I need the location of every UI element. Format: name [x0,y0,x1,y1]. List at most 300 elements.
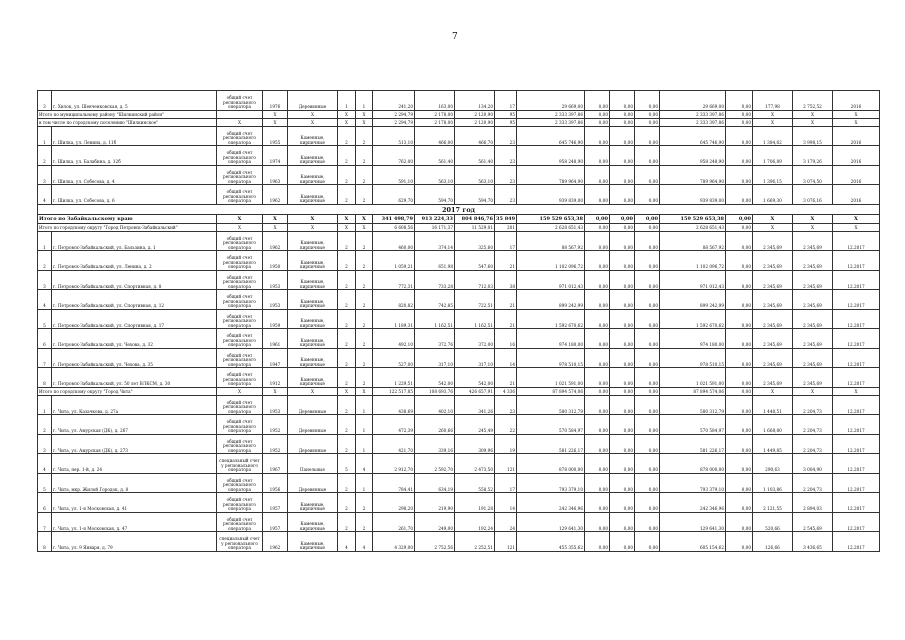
table-row [38,415,880,435]
entrances-cell: X [356,214,373,223]
unit-cell: X [753,223,793,231]
fund-method-cell: общий счет регионального оператора [217,251,263,271]
f2-cell: 0,00 [610,290,635,310]
fund-method-cell: общий счет регионального оператора [217,512,263,532]
table-row [38,251,880,271]
capital-repair-table [37,90,880,552]
group-label: в том числе по городскому поселению "Шилкинское" [38,118,217,126]
f5-cell: 0,00 [726,110,753,118]
area-cell: 341 498,79 [373,214,415,223]
wall-material-cell: Деревянные [288,415,338,435]
floors-cell: 2 [338,434,356,454]
floors-cell: 2 [338,231,356,251]
fund-method-cell: специальный счет у регионального оператора [217,532,263,552]
area3-cell: 2 252,51 [455,532,495,552]
address-cell: г. Петровск-Забайкальский, ул. Спортивная, д. 12 [52,290,217,310]
floors-cell: 4 [338,532,356,552]
f2-cell: 0,00 [610,91,635,111]
end-cell: X [833,110,880,118]
floors-cell: 2 [338,473,356,493]
entrances-cell: 1 [356,434,373,454]
f3-cell: 0,00 [635,223,660,231]
build-year-cell: 1962 [263,532,288,552]
f1-cell: 0,00 [585,387,610,395]
people-cell: 121 [495,454,517,474]
f3-cell: 0,00 [635,395,660,415]
f4-cell: 1 592 670,62 [660,309,726,329]
f5-cell: 0,00 [726,434,753,454]
f5-cell: 0,00 [726,368,753,388]
entrances-cell: 2 [356,270,373,290]
build-year-cell: 1912 [263,368,288,388]
fund-method-cell: общий счет регионального оператора [217,473,263,493]
area2-cell: 742,85 [415,290,455,310]
fund-method-cell: общий счет регионального оператора [217,395,263,415]
wall-material-cell: Каменные, кирпичные [288,290,338,310]
end-cell: 12.2017 [833,290,880,310]
fund-method-cell: общий счет регионального оператора [217,493,263,513]
row-number: 7 [38,512,52,532]
area2-cell: 16 171,37 [415,223,455,231]
area3-cell: 558,52 [455,473,495,493]
f3-cell: 0,00 [635,454,660,474]
area3-cell: 712,03 [455,270,495,290]
lim-cell: 2 204,73 [793,415,833,435]
wall-material-cell: Каменные, кирпичные [288,493,338,513]
area2-cell: 317,10 [415,348,455,368]
address-cell: г. Чита, ул. Амурская (ДК), д. 267 [52,415,217,435]
area2-cell: 108 693,76 [415,387,455,395]
cost-cell: 29 669,00 [517,91,585,111]
cost-cell: 580 312,79 [517,395,585,415]
entrances-cell: 2 [356,368,373,388]
area-cell: 527,00 [373,348,415,368]
f5-cell: 0,00 [726,231,753,251]
f4-cell: 878 000,00 [660,454,726,474]
people-cell: 23 [495,395,517,415]
f1-cell: 0,00 [585,270,610,290]
entrances-cell: 1 [356,473,373,493]
total-row [38,214,880,223]
f1-cell: 0,00 [585,185,610,205]
f2-cell: 0,00 [610,434,635,454]
row-number: 5 [38,473,52,493]
area-cell: 492,10 [373,329,415,349]
fund-method-cell: X [217,387,263,395]
wall-material-cell: Каменные, кирпичные [288,251,338,271]
wall-material-cell: Панельные [288,454,338,474]
people-cell: 23 [495,185,517,205]
entrances-cell: X [356,387,373,395]
area2-cell: 2 752,56 [415,532,455,552]
f3-cell: 0,00 [635,270,660,290]
cost-cell: 87 894 574,06 [517,387,585,395]
f3-cell: 0,00 [635,146,660,166]
f3-cell: 0,00 [635,126,660,146]
f3-cell: 0,00 [635,309,660,329]
fund-method-cell: общий счет регионального оператора [217,329,263,349]
group-total-row [38,223,880,231]
wall-material-cell: Каменные, кирпичные [288,532,338,552]
build-year-cell: 1974 [263,146,288,166]
cost-cell: 878 000,00 [517,454,585,474]
f4-cell: 159 529 653,38 [660,214,726,223]
address-cell: г. Чита, пер. 1-й, д. 24 [52,454,217,474]
f3-cell: 0,00 [635,214,660,223]
group-total-row [38,387,880,395]
build-year-cell: 1957 [263,493,288,513]
f5-cell: 0,00 [726,185,753,205]
people-cell: 16 [495,329,517,349]
f2-cell: 0,00 [610,348,635,368]
row-number: 1 [38,231,52,251]
unit-cell: 290,63 [753,454,793,474]
lim-cell: 2 345,69 [793,231,833,251]
unit-cell: X [753,110,793,118]
cost-cell: 974 180,00 [517,329,585,349]
build-year-cell: 1957 [263,512,288,532]
fund-method-cell: общий счет регионального оператора [217,185,263,205]
end-cell: 12.2017 [833,348,880,368]
lim-cell: 3 436,65 [793,532,833,552]
area2-cell: 2 592,70 [415,454,455,474]
table-row [38,395,880,415]
lim-cell: 2 752,52 [793,91,833,111]
area3-cell: 245,49 [455,415,495,435]
cost-cell: 2 333 397,86 [517,118,585,126]
f1-cell: 0,00 [585,91,610,111]
f1-cell: 0,00 [585,329,610,349]
lim-cell: X [793,223,833,231]
wall-material-cell: Каменные, кирпичные [288,270,338,290]
people-cell: 19 [495,434,517,454]
f3-cell: 0,00 [635,368,660,388]
cost-cell: 899 242,99 [517,290,585,310]
area3-cell: 561,40 [455,146,495,166]
address-cell: г. Шилка, ул. Ленина, д. 11б [52,126,217,146]
f1-cell: 0,00 [585,251,610,271]
entrances-cell: 2 [356,348,373,368]
f2-cell: 0,00 [610,231,635,251]
area-cell: 629,70 [373,185,415,205]
f4-cell: 958 248,90 [660,146,726,166]
lim-cell: 2 204,73 [793,434,833,454]
unit-cell: 2 121,55 [753,493,793,513]
build-year-cell: 1947 [263,348,288,368]
floors-cell: 2 [338,146,356,166]
area2-cell: 563,10 [415,165,455,185]
cost-cell: 1 592 670,62 [517,309,585,329]
end-cell: 2016 [833,126,880,146]
area2-cell: 466,00 [415,126,455,146]
f2-cell: 0,00 [610,146,635,166]
end-cell: X [833,118,880,126]
f5-cell: 0,00 [726,348,753,368]
f3-cell: 0,00 [635,231,660,251]
cost-cell: 129 641,30 [517,512,585,532]
unit-cell: 1 669,30 [753,185,793,205]
address-cell: г. Петровск-Забайкальский, ул. Бальзина, д. 1 [52,231,217,251]
fund-method-cell: общий счет регионального оператора [217,415,263,435]
group-total-row [38,118,880,126]
area-cell: 4 329,00 [373,532,415,552]
area2-cell: 219,90 [415,493,455,513]
f1-cell: 0,00 [585,214,610,223]
wall-material-cell: Деревянные [288,473,338,493]
f4-cell: 605 154,62 [660,532,726,552]
entrances-cell: 2 [356,512,373,532]
f4-cell: 899 242,99 [660,290,726,310]
f2-cell: 0,00 [610,473,635,493]
end-cell: X [833,223,880,231]
cost-cell: 1 102 096,72 [517,251,585,271]
build-year-cell: 1963 [263,165,288,185]
f5-cell: 0,00 [726,329,753,349]
f4-cell: 1 102 096,72 [660,251,726,271]
build-year-cell: 1962 [263,185,288,205]
floors-cell: 2 [338,415,356,435]
unit-cell: 2 345,69 [753,309,793,329]
people-cell: 17 [495,473,517,493]
f4-cell: 789 964,90 [660,165,726,185]
floors-cell: 2 [338,251,356,271]
people-cell: 14 [495,493,517,513]
end-cell: 2016 [833,185,880,205]
area-cell: 2 294,79 [373,118,415,126]
floors-cell: X [338,223,356,231]
f1-cell: 0,00 [585,146,610,166]
f4-cell: 1 021 591,00 [660,368,726,388]
unit-cell: 2 345,69 [753,251,793,271]
wall-material-cell: X [288,387,338,395]
area3-cell: 309,96 [455,434,495,454]
f3-cell: 0,00 [635,251,660,271]
f1-cell: 0,00 [585,126,610,146]
row-number: 2 [38,251,52,271]
build-year-cell: 1953 [263,395,288,415]
floors-cell: 2 [338,368,356,388]
f4-cell: 580 312,79 [660,395,726,415]
group-total-row [38,110,880,118]
fund-method-cell: общий счет регионального оператора [217,165,263,185]
f1-cell: 0,00 [585,415,610,435]
floors-cell: 2 [338,329,356,349]
end-cell: 12.2017 [833,454,880,474]
f2-cell: 0,00 [610,512,635,532]
row-number: 2 [38,146,52,166]
f5-cell: 0,00 [726,270,753,290]
unit-cell: 1 103,86 [753,473,793,493]
area3-cell: 134,20 [455,91,495,111]
table-row [38,368,880,388]
lim-cell: 2 345,69 [793,251,833,271]
lim-cell: 2 345,69 [793,270,833,290]
unit-cell: 1 706,89 [753,146,793,166]
people-cell: 38 [495,270,517,290]
address-cell: г. Петровск-Забайкальский, ул. Чехова, д. 32 [52,329,217,349]
lim-cell: 2 545,69 [793,512,833,532]
area-cell: 772,31 [373,270,415,290]
f2-cell: 0,00 [610,165,635,185]
f4-cell: 971 012,43 [660,270,726,290]
floors-cell: 2 [338,126,356,146]
lim-cell: X [793,214,833,223]
floors-cell: 2 [338,348,356,368]
table-row [38,231,880,251]
lim-cell: 3 179,26 [793,146,833,166]
cost-cell: 1 021 591,00 [517,368,585,388]
f4-cell: 88 567,92 [660,231,726,251]
lim-cell: 2 345,69 [793,368,833,388]
area3-cell: 372,00 [455,329,495,349]
area-cell: 2 294,79 [373,110,415,118]
area3-cell: 1 162,51 [455,309,495,329]
end-cell: 12.2017 [833,309,880,329]
cost-cell: 2 333 397,86 [517,110,585,118]
build-year-cell: X [263,223,288,231]
f2-cell: 0,00 [610,532,635,552]
table-row [38,532,880,552]
floors-cell: 2 [338,395,356,415]
area3-cell: 722,51 [455,290,495,310]
f4-cell: 793 379,10 [660,473,726,493]
end-cell: 2016 [833,146,880,166]
area-cell: 298,20 [373,493,415,513]
floors-cell: X [338,387,356,395]
f5-cell: 0,00 [726,214,753,223]
floors-cell: X [338,214,356,223]
table-row [38,270,880,290]
f1-cell: 0,00 [585,309,610,329]
area3-cell: 594,70 [455,185,495,205]
f5-cell: 0,00 [726,165,753,185]
f1-cell: 0,00 [585,454,610,474]
address-cell: г. Чита, ул. Амурская (ДК), д. 273 [52,434,217,454]
area3-cell: 317,10 [455,348,495,368]
build-year-cell: 1967 [263,454,288,474]
f4-cell: 645 746,90 [660,126,726,146]
page-number: 7 [452,32,458,42]
f3-cell: 0,00 [635,434,660,454]
area-cell: 122 517,85 [373,387,415,395]
f2-cell: 0,00 [610,223,635,231]
area2-cell: 651,98 [415,251,455,271]
people-cell: 23 [495,126,517,146]
wall-material-cell: Каменные, кирпичные [288,329,338,349]
f5-cell: 0,00 [726,251,753,271]
f1-cell: 0,00 [585,473,610,493]
area2-cell: 260,66 [415,415,455,435]
area2-cell: 733,28 [415,270,455,290]
cost-cell: 789 964,90 [517,165,585,185]
f4-cell: 974 180,00 [660,329,726,349]
area-cell: 1 189,31 [373,309,415,329]
row-number: 4 [38,454,52,474]
people-cell: 4 336 [495,387,517,395]
unit-cell: 2 345,69 [753,348,793,368]
fund-method-cell: общий счет регионального оператора [217,434,263,454]
end-cell: 12.2017 [833,329,880,349]
end-cell: 12.2017 [833,532,880,552]
f5-cell: 0,00 [726,290,753,310]
lim-cell: 2 894,03 [793,493,833,513]
entrances-cell: 2 [356,251,373,271]
floors-cell: 2 [338,512,356,532]
entrances-cell: 2 [356,126,373,146]
area2-cell: 594,70 [415,185,455,205]
unit-cell: 2 345,69 [753,290,793,310]
table-row [38,434,880,454]
area-cell: 1 059,21 [373,251,415,271]
f3-cell: 0,00 [635,118,660,126]
f2-cell: 0,00 [610,454,635,474]
unit-cell: 2 345,69 [753,270,793,290]
cost-cell: 570 584,97 [517,415,585,435]
f1-cell: 0,00 [585,118,610,126]
people-cell: 21 [495,290,517,310]
table-row [38,91,880,111]
end-cell: 12.2017 [833,251,880,271]
f1-cell: 0,00 [585,395,610,415]
area-cell: 513,10 [373,126,415,146]
entrances-cell: 4 [356,532,373,552]
address-cell: г. Хилок, ул. Шевченковская, д. 5 [52,91,217,111]
table-row [38,454,880,474]
area3-cell: 542,00 [455,368,495,388]
people-cell: 21 [495,309,517,329]
f4-cell: 939 839,00 [660,185,726,205]
year-label: 2017 год [38,204,880,214]
area-cell: 762,00 [373,146,415,166]
area2-cell: 2 178,00 [415,118,455,126]
floors-cell: 2 [338,185,356,205]
area3-cell: 11 529,01 [455,223,495,231]
f2-cell: 0,00 [610,185,635,205]
lim-cell: 2 345,69 [793,290,833,310]
build-year-cell: X [263,214,288,223]
area2-cell: 634,19 [415,473,455,493]
address-cell: г. Шилка, ул. Собесова, д. 6 [52,185,217,205]
area2-cell: 249,00 [415,512,455,532]
build-year-cell: 1955 [263,126,288,146]
table-row [38,512,880,532]
people-cell: 24 [495,512,517,532]
area2-cell: 339,16 [415,434,455,454]
floors-cell: 2 [338,165,356,185]
f2-cell: 0,00 [610,309,635,329]
wall-material-cell: Каменные, кирпичные [288,185,338,205]
f1-cell: 0,00 [585,348,610,368]
people-cell: 21 [495,251,517,271]
end-cell: 12.2017 [833,368,880,388]
people-cell: 23 [495,165,517,185]
area-cell: 1 229,51 [373,368,415,388]
unit-cell: 177,98 [753,91,793,111]
row-number: 8 [38,532,52,552]
wall-material-cell: Каменные, кирпичные [288,231,338,251]
f1-cell: 0,00 [585,368,610,388]
build-year-cell: 1950 [263,251,288,271]
entrances-cell: 2 [356,231,373,251]
row-number: 8 [38,368,52,388]
f3-cell: 0,00 [635,415,660,435]
fund-method-cell: общий счет регионального оператора [217,231,263,251]
f2-cell: 0,00 [610,110,635,118]
address-cell: г. Чита, мкр. Жилой Городок, д. 8 [52,473,217,493]
cost-cell: 581 226,17 [517,434,585,454]
f1-cell: 0,00 [585,110,610,118]
fund-method-cell: специальный счет у регионального оператора [217,454,263,474]
